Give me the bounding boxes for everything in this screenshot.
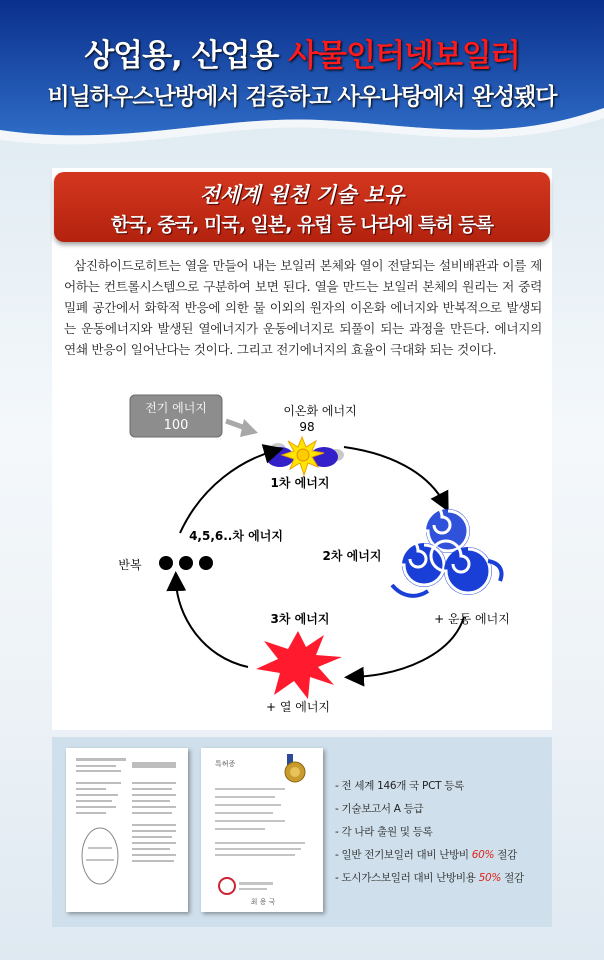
heat-burst-icon (256, 631, 342, 699)
title-highlight: 사물인터넷보일러 (288, 38, 520, 74)
kinetic-energy-label: + 운동 에너지 (434, 612, 510, 626)
list-item-highlight: 60% (471, 849, 495, 861)
list-item (335, 844, 550, 867)
arrow-repeat-to-stage1 (180, 451, 274, 533)
korean-patent-certificate-image (201, 748, 323, 912)
electric-energy-label: 전기 에너지 (145, 401, 207, 415)
stage2-label: 2차 에너지 (322, 549, 382, 563)
repeat-dots (159, 556, 213, 570)
list-item-text: - 기술보고서 A 등급 (335, 803, 424, 815)
patent-feature-list (335, 775, 550, 890)
certificate-signature: 최 용 국 (250, 898, 276, 906)
description-text: 삼진하이드로히트는 열을 만들어 내는 보일러 본체와 열이 전달되는 설비배관과 이를 제어하는 컨트롤시스템으로 구분하여 보면 된다. 열을 만드는 보일러 본체의 원리는 저 중력 밀폐 공간에서 화학적 반응에 의한 물 이외의 원자의 이온화 에너지와 반복적으로 발생되는 운동에너지와 발생된 열에너지가 운동에너지로 되풀이 되는 과정을 만든다. 에너지의 연쇄 반응이 일어난다는 것이다. 그리고 전기에너지의 효율이 극대화 되는 것이다. (64, 258, 542, 357)
ionization-icon (266, 437, 344, 475)
header-wave-background (0, 0, 604, 150)
repeat-label: 반복 (118, 558, 142, 572)
stage1-label: 1차 에너지 (270, 476, 330, 490)
header (0, 0, 604, 140)
page-title (0, 30, 604, 75)
arrow-stage2-to-3 (354, 617, 464, 677)
electric-energy-value: 100 (163, 418, 189, 433)
page-subtitle: 비닐하우스난방에서 검증하고 사우나탕에서 완성됐다 (47, 84, 557, 110)
energy-cycle-diagram (52, 385, 552, 725)
list-item-text: - 일반 전기보일러 대비 난방비 (335, 849, 472, 861)
patent-banner (54, 172, 550, 242)
list-item-text: - 도시가스보일러 대비 난방비용 (335, 872, 479, 884)
certificate-title: 특허증 (215, 760, 236, 768)
list-item-highlight: 50% (478, 872, 502, 884)
patent-document-drawing (66, 748, 188, 912)
stage-n-label: 4,5,6..차 에너지 (189, 529, 283, 543)
ion-energy-label: 이온화 에너지 (283, 404, 357, 418)
list-item (335, 867, 550, 890)
patent-document-image (66, 748, 188, 912)
ion-energy-value: 98 (299, 420, 315, 434)
kinetic-swirl-icon (390, 503, 502, 596)
list-item (335, 775, 550, 798)
arrow-stage1-to-2 (344, 447, 444, 503)
kipo-logo-icon (219, 878, 235, 894)
certificate-drawing (201, 748, 323, 912)
title-text: 상업용, 산업용 (84, 38, 289, 74)
list-item (335, 821, 550, 844)
heat-energy-label: + 열 에너지 (265, 700, 331, 714)
gold-seal-icon (285, 754, 305, 782)
list-item-suffix: 절감 (494, 849, 517, 861)
banner-line2: 한국, 중국, 미국, 일본, 유럽 등 나라에 특허 등록 (110, 214, 494, 236)
arrow-stage3-to-repeat (176, 581, 248, 667)
list-item-text: - 전 세계 146개 국 PCT 등록 (335, 780, 464, 792)
list-item (335, 798, 550, 821)
banner-line1: 전세계 원천 기술 보유 (199, 183, 405, 207)
stage3-label: 3차 에너지 (270, 612, 330, 626)
input-arrow-head (240, 419, 258, 437)
list-item-suffix: 절감 (501, 872, 524, 884)
list-item-text: - 각 나라 출원 및 등록 (335, 826, 433, 838)
